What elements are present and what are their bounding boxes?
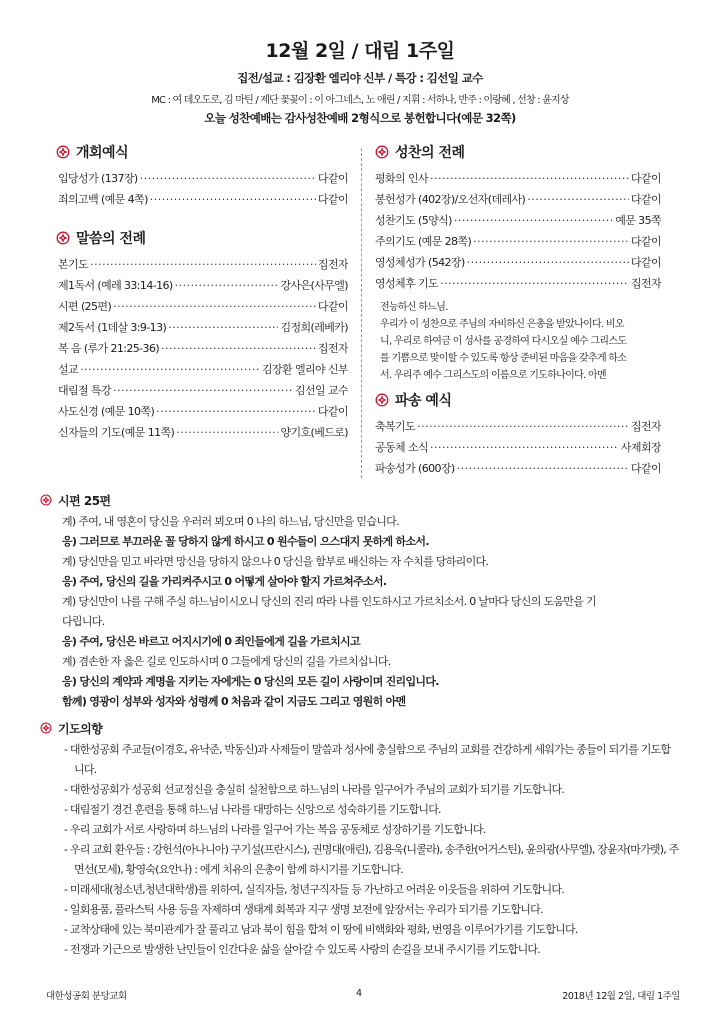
leader-dots (454, 214, 613, 227)
order-value: 다같이 (317, 172, 348, 185)
column-divider (361, 148, 362, 478)
section-heading-label: 파송 예식 (395, 393, 452, 409)
order-label: 대림절 특강 (58, 384, 112, 397)
order-row (58, 277, 348, 298)
order-label: 복 음 (루가 21:25-36) (58, 342, 160, 355)
order-row (375, 254, 661, 275)
order-value: 다같이 (630, 235, 661, 248)
order-label: 시편 (25편) (58, 300, 112, 313)
section-heading-label: 시편 25편 (58, 493, 111, 508)
section-opening-heading (56, 140, 348, 164)
psalm-line: 다립니다. (62, 615, 105, 628)
prayer-line: 서. 우리주 예수 그리스도의 이름으로 기도하나이다. 아멘 (380, 370, 606, 381)
order-value: 집전자 (317, 258, 348, 271)
prayer-item: - 우리 교회 환우들 : 강헌석(아나니아) 구기설(프란시스), 권명대(애린), 김용욱(니콜라), 송주한(어거스틴), 윤의광(사무엘), 장윤자(마가렛), 주면선(모세), 황영숙(요안나) : 에게 치유의 은총이 함께 하시기를 기도합니다. (64, 843, 679, 876)
psalm-line: 계) 겸손한 자 옳은 길로 인도하시며 0 그들에게 당신의 길을 가르치십니다. (62, 655, 391, 668)
order-value: 양기호(베드로) (280, 426, 348, 439)
leader-dots (140, 172, 316, 185)
leader-dots (161, 342, 316, 355)
leader-dots (80, 363, 260, 376)
order-row (375, 275, 661, 296)
psalm-line: 계) 당신만을 믿고 바라면 망신을 당하지 않으나 0 당신을 함부로 배신하는 자 수치를 당하리이다. (62, 555, 489, 568)
order-row (58, 403, 348, 424)
leader-dots (175, 279, 279, 292)
psalm-line: 응) 주여, 당신의 길을 가리켜주시고 0 어떻게 살아야 할지 가르쳐주소서. (62, 575, 387, 588)
leader-dots (150, 193, 316, 206)
order-label: 주의기도 (예문 28쪽) (375, 235, 472, 248)
psalm-line: 계) 주여, 내 영혼이 당신을 우러러 뵈오며 0 나의 하느님, 당신만을 믿습니다. (62, 515, 399, 528)
section-heading-label: 말씀의 전례 (76, 231, 146, 247)
cross-icon (56, 145, 70, 159)
psalm-heading (40, 490, 680, 510)
order-row (58, 340, 348, 361)
prayer-item: - 전쟁과 기근으로 발생한 난민들이 인간다운 삶을 살아갈 수 있도록 사랑의 손길을 보내 주시기를 기도합니다. (64, 943, 540, 956)
order-row (375, 191, 661, 212)
prayer-heading (40, 718, 680, 738)
order-row (375, 418, 661, 439)
prayer-line: 우리가 이 성찬으로 주님의 자비하신 은총을 받았나이다. 비오 (380, 319, 624, 330)
cross-icon (40, 494, 52, 506)
order-value: 집전자 (630, 420, 661, 433)
psalm-line: 응) 당신의 계약과 계명을 지키는 자에게는 0 당신의 모든 길이 사랑이며 진리입니다. (62, 675, 439, 688)
prayer-line: 니, 우리로 하여금 이 성사를 공경하여 다시오실 예수 그리스도 (380, 336, 627, 347)
order-label: 평화의 인사 (375, 172, 429, 185)
service-form-info: 오늘 성찬예배는 감사성찬예배 2형식으로 봉헌합니다(예문 32쪽) (204, 111, 516, 125)
psalm-section (40, 490, 680, 712)
psalm-line: 계) 당신만이 나를 구해 주실 하느님이시오니 당신의 진리 따라 나를 인도하시고 가르치소서. 0 날마다 당신의 도움만을 기 (62, 595, 596, 608)
order-value: 다같이 (317, 405, 348, 418)
section-heading-label: 개회예식 (76, 145, 129, 161)
order-label: 신자들의 기도(예문 11쪽) (58, 426, 175, 439)
leader-dots (156, 405, 316, 418)
order-value: 다같이 (630, 462, 661, 475)
order-row (58, 170, 348, 191)
section-eucharist-heading (375, 140, 661, 164)
order-value: 다같이 (630, 256, 661, 269)
page-title: 12월 2일 / 대림 1주일 (265, 40, 455, 62)
order-label: 파송성가 (600장) (375, 462, 455, 475)
order-value: 다같이 (317, 300, 348, 313)
prayer-item: - 교착상태에 있는 북미관계가 잘 풀리고 남과 북이 힘을 합쳐 이 땅에 비핵화와 평화, 번영을 이루어가기를 기도합니다. (64, 923, 578, 936)
prayer-item: - 우리 교회가 서로 사랑하며 하느님의 나라를 일구어 가는 복음 공동체로 성장하기를 기도합니다. (64, 823, 486, 836)
order-value: 김정희(레베카) (280, 321, 348, 334)
order-label: 축복기도 (375, 420, 416, 433)
order-row (375, 170, 661, 191)
staff-info: MC : 여 데오도로, 김 마틴 / 제단 꽃꽂이 : 이 아그네스, 노 애린 / 지휘 : 서하나, 반주 : 이랑혜 , 선창 : 윤지상 (151, 95, 569, 106)
order-value: 사제회장 (620, 441, 661, 454)
prayer-item: - 미래세대(청소년,청년대학생)를 위하여, 실직자들, 청년구직자들 등 가난하고 어려운 이웃들을 위하여 기도합니다. (64, 883, 564, 896)
order-label: 제1독서 (예레 33:14-16) (58, 279, 173, 292)
right-column (375, 140, 661, 481)
cross-icon (56, 231, 70, 245)
order-row (375, 460, 661, 481)
order-row (58, 256, 348, 277)
officiant-info: 집전/설교 : 김장환 엘리야 신부 / 특강 : 김선일 교수 (237, 71, 483, 85)
prayer-item: - 대한성공회 주교들(이경호, 유낙준, 박동신)과 사제들이 말씀과 성사에 충실함으로 주님의 교회를 건강하게 세워가는 종들이 되기를 기도합니다. (64, 743, 671, 776)
cross-icon (375, 393, 389, 407)
order-row (58, 191, 348, 212)
order-value: 다같이 (630, 172, 661, 185)
section-dismissal-heading (375, 388, 661, 412)
order-label: 사도신경 (예문 10쪽) (58, 405, 155, 418)
order-label: 봉헌성가 (402장)/오선자(데레사) (375, 193, 526, 206)
leader-dots (113, 384, 293, 397)
order-value: 김선일 교수 (294, 384, 348, 397)
order-label: 영성체성가 (542장) (375, 256, 465, 269)
order-value: 다같이 (630, 193, 661, 206)
prayer-line: 를 기쁨으로 맞이할 수 있도록 항상 준비된 마음을 갖추게 하소 (380, 353, 627, 364)
psalm-line: 함께) 영광이 성부와 성자와 성령께 0 처음과 같이 지금도 그리고 영원히 아멘 (62, 695, 406, 708)
leader-dots (430, 172, 629, 185)
psalm-line: 응) 주여, 당신은 바르고 어지시기에 0 죄인들에게 길을 가르치시고 (62, 635, 360, 648)
leader-dots (527, 193, 629, 206)
leader-dots (473, 235, 629, 248)
leader-dots (417, 420, 629, 433)
cross-icon (375, 145, 389, 159)
order-value: 집전자 (630, 277, 661, 290)
prayer-line: 전능하신 하느님. (380, 302, 448, 313)
footer-date: 2018년 12월 2일, 대림 1주일 (562, 991, 680, 1002)
section-heading-label: 성찬의 전례 (395, 145, 465, 161)
order-row (375, 212, 661, 233)
order-value: 다같이 (317, 193, 348, 206)
order-label: 영성체후 기도 (375, 277, 439, 290)
footer-church: 대한성공회 분당교회 (46, 991, 127, 1002)
order-row (58, 298, 348, 319)
order-row (375, 439, 661, 460)
order-label: 입당성가 (137장) (58, 172, 138, 185)
order-label: 본기도 (58, 258, 89, 271)
leader-dots (90, 258, 316, 271)
prayer-item: - 대한성공회가 성공회 선교정신을 충실히 실천함으로 하느님의 나라를 일구어가 주님의 교회가 되기를 기도합니다. (64, 783, 565, 796)
section-word-heading (56, 226, 348, 250)
leader-dots (176, 426, 278, 439)
order-label: 공동체 소식 (375, 441, 429, 454)
prayer-item: - 대림절기 경건 훈련을 통해 하느님 나라를 대망하는 신앙으로 성숙하기를 기도합니다. (64, 803, 441, 816)
order-row (58, 319, 348, 340)
leader-dots (168, 321, 278, 334)
prayer-intentions-section (40, 718, 680, 960)
order-label: 죄의고백 (예문 4쪽) (58, 193, 148, 206)
order-label: 설교 (58, 363, 79, 376)
leader-dots (430, 441, 619, 454)
left-column (58, 140, 348, 445)
leader-dots (457, 462, 629, 475)
cross-icon (40, 722, 52, 734)
order-row (375, 233, 661, 254)
order-label: 제2독서 (1데살 3:9-13) (58, 321, 167, 334)
leader-dots (113, 300, 316, 313)
section-heading-label: 기도의향 (58, 721, 103, 736)
order-value: 강사은(사무엘) (280, 279, 348, 292)
order-row (58, 361, 348, 382)
psalm-line: 응) 그러므로 부끄러운 꼴 당하지 않게 하시고 0 원수들이 으스대지 못하게 하소서. (62, 535, 429, 548)
post-communion-prayer (375, 299, 661, 384)
footer-page-number: 4 (356, 988, 362, 999)
order-row (58, 424, 348, 445)
leader-dots (440, 277, 629, 290)
order-label: 성찬기도 (5양식) (375, 214, 452, 227)
order-value: 예문 35쪽 (615, 214, 661, 227)
prayer-item: - 일회용품, 플라스틱 사용 등을 자제하며 생태계 회복과 지구 생명 보전에 앞장서는 우리가 되기를 기도합니다. (64, 903, 543, 916)
order-row (58, 382, 348, 403)
order-value: 김장환 엘리야 신부 (261, 363, 348, 376)
leader-dots (467, 256, 629, 269)
order-value: 집전자 (317, 342, 348, 355)
